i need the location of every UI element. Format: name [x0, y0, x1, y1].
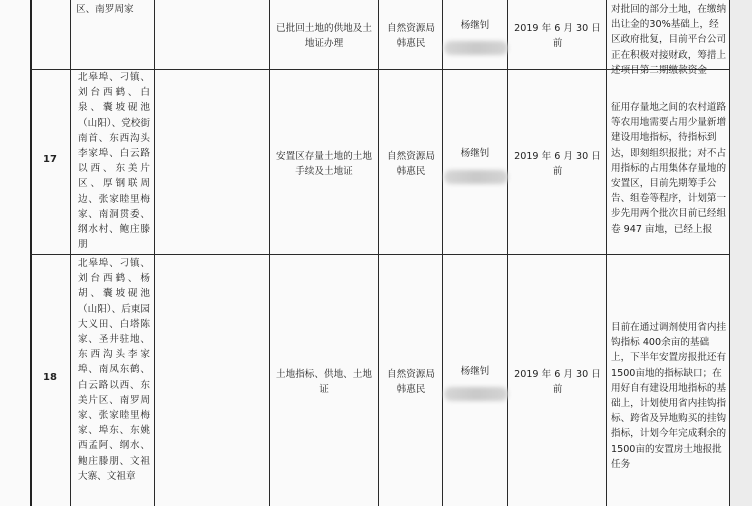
- task-cell: 安置区存量土地的土地手续及土地证: [276, 150, 372, 177]
- col-divider: [378, 0, 379, 506]
- redacted-blur: [444, 41, 508, 55]
- task-cell: 土地指标、供地、土地证: [276, 368, 372, 395]
- deadline-cell: 2019 年 6 月 30 日前: [514, 22, 601, 49]
- redacted-blur: [444, 170, 508, 184]
- owner-cell: 杨继钊: [460, 366, 490, 378]
- dept-person: 韩惠民: [396, 38, 426, 49]
- col-divider: [154, 0, 155, 506]
- col-divider: [606, 0, 607, 506]
- progress-cell: 征用存量地之间的农村道路等农用地需要占用少量新增建设用地指标，待指标到达，即刻组织报批；对不占用指标的占用集体存量地的安置区，目前先期筹手公告、组卷等程序，计划第一步先用两个批次目前已经组卷 947 亩地，已经上报: [611, 102, 727, 235]
- col-divider: [269, 0, 270, 506]
- area-cell: 区、南罗周家: [76, 4, 134, 15]
- dept-cell: [382, 146, 440, 182]
- owner-cell: 杨继钊: [460, 20, 490, 32]
- redacted-blur: [444, 387, 508, 401]
- area-cell: 北皋埠、刁镇、刘台西鹤、白泉、囊坡砚池（山阳）、党校街南首、东西沟头李家埠、白云路以西、东美片区、厚钢联周边、张家睦里梅家、南洞贯委、纲水村、鲍庄滕朋: [78, 72, 150, 251]
- dept-person: 韩惠民: [396, 166, 426, 177]
- row-divider: [30, 254, 748, 255]
- col-divider: [507, 0, 508, 506]
- progress-cell: 对批回的部分土地，在缴纳出让金的30%基础上，经区政府批复，目前平台公司正在积极对接财政，筹措上述项目第二期缴款资金: [611, 4, 727, 76]
- dept-name: 自然资源局: [387, 368, 435, 380]
- col-divider: [442, 0, 443, 506]
- row-number: 18: [43, 372, 57, 384]
- page-edge-shadow: [730, 0, 752, 506]
- deadline-cell: 2019 年 6 月 30 日前: [514, 150, 601, 177]
- deadline-cell: 2019 年 6 月 30 日前: [514, 368, 601, 395]
- area-cell: 北皋埠、刁镇、刘台西鹤、杨胡、囊坡砚池（山阳）、后東园大义田、白塔陈家、圣井驻地、东西沟头李家埠、南凤东鹤、白云路以西、东美片区、南罗周家、张家睦里梅家、埠东、东姚西孟阿、纲水、鲍庄滕朋、文祖大寨、文祖章: [78, 258, 150, 482]
- task-cell: 已批回土地的供地及土地证办理: [276, 22, 372, 49]
- dept-name: 自然资源局: [387, 22, 435, 34]
- row-number: 17: [43, 154, 57, 166]
- dept-name: 自然资源局: [387, 150, 435, 162]
- owner-cell: 杨继钊: [460, 148, 490, 160]
- col-divider: [70, 0, 71, 506]
- dept-cell: [382, 364, 440, 400]
- progress-cell: 目前在通过调剂使用省内挂钩指标 400余亩的基础上，下半年安置房报批还有 1500亩地的指标缺口；在用好自有建设用地指标的基础上，计划使用省内挂钩指标、跨省及异地购买的挂钩指标，计划今年完成剩余的 1500亩的安置房土地报批任务: [611, 322, 727, 470]
- table-left-border: [30, 0, 32, 506]
- dept-person: 韩惠民: [396, 384, 426, 395]
- dept-cell: [382, 18, 440, 54]
